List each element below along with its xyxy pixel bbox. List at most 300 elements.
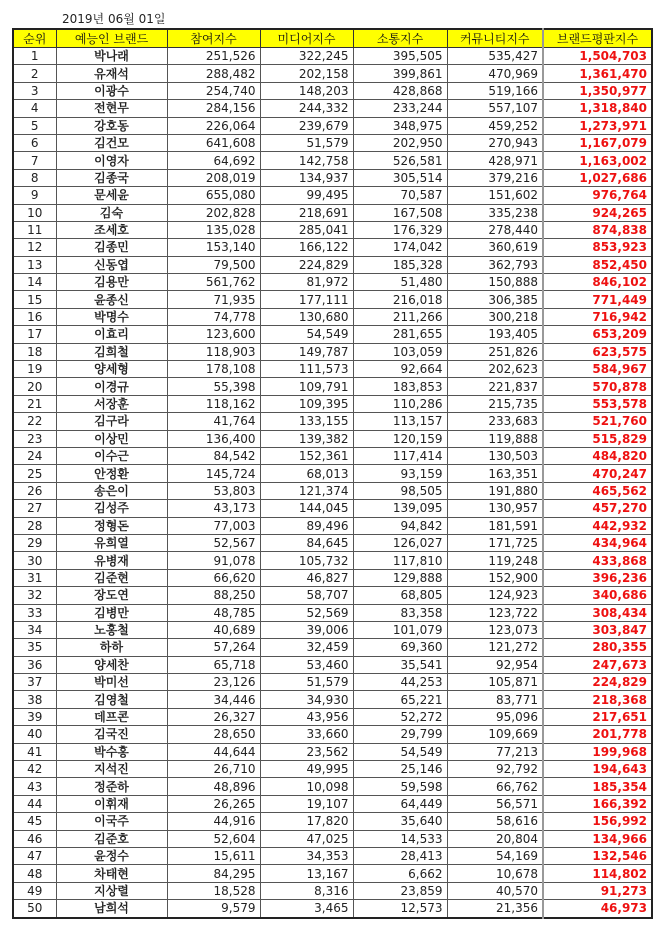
participation-cell: 641,608: [167, 134, 260, 151]
brand-reputation-cell: 584,967: [543, 361, 652, 378]
rank-cell: 24: [13, 447, 56, 464]
brand-reputation-cell: 716,942: [543, 308, 652, 325]
participation-cell: 251,526: [167, 48, 260, 65]
community-cell: 519,166: [447, 82, 543, 99]
community-cell: 77,213: [447, 743, 543, 760]
communication-cell: 176,329: [353, 221, 447, 238]
communication-cell: 526,581: [353, 152, 447, 169]
table-row: [13, 465, 652, 482]
table-row: [13, 604, 652, 621]
table-row: [13, 708, 652, 725]
table-row: [13, 656, 652, 673]
rank-cell: 9: [13, 187, 56, 204]
table-row: [13, 552, 652, 569]
brand-reputation-cell: 46,973: [543, 900, 652, 918]
communication-cell: 185,328: [353, 256, 447, 273]
media-cell: 202,158: [260, 65, 353, 82]
table-row: [13, 413, 652, 430]
media-cell: 52,569: [260, 604, 353, 621]
brand-reputation-cell: 623,575: [543, 343, 652, 360]
communication-cell: 54,549: [353, 743, 447, 760]
brand-reputation-cell: 247,673: [543, 656, 652, 673]
brand-reputation-cell: 396,236: [543, 569, 652, 586]
rank-cell: 35: [13, 639, 56, 656]
media-cell: 10,098: [260, 778, 353, 795]
media-cell: 218,691: [260, 204, 353, 221]
brand-reputation-cell: 470,247: [543, 465, 652, 482]
brand-reputation-cell: 442,932: [543, 517, 652, 534]
participation-cell: 77,003: [167, 517, 260, 534]
table-row: [13, 813, 652, 830]
media-cell: 68,013: [260, 465, 353, 482]
media-cell: 43,956: [260, 708, 353, 725]
table-row: [13, 674, 652, 691]
media-cell: 32,459: [260, 639, 353, 656]
media-cell: 46,827: [260, 569, 353, 586]
table-row: [13, 430, 652, 447]
community-cell: 221,837: [447, 378, 543, 395]
brand-name-cell: 노홍철: [56, 621, 167, 638]
community-cell: 92,954: [447, 656, 543, 673]
rank-cell: 6: [13, 134, 56, 151]
media-cell: 109,395: [260, 395, 353, 412]
rank-cell: 8: [13, 169, 56, 186]
community-cell: 306,385: [447, 291, 543, 308]
media-cell: 51,579: [260, 134, 353, 151]
participation-cell: 44,916: [167, 813, 260, 830]
community-cell: 335,238: [447, 204, 543, 221]
media-cell: 17,820: [260, 813, 353, 830]
brand-name-cell: 김건모: [56, 134, 167, 151]
community-cell: 535,427: [447, 48, 543, 65]
brand-name-cell: 김용만: [56, 274, 167, 291]
participation-cell: 135,028: [167, 221, 260, 238]
brand-name-cell: 안정환: [56, 465, 167, 482]
media-cell: 148,203: [260, 82, 353, 99]
media-cell: 109,791: [260, 378, 353, 395]
communication-cell: 174,042: [353, 239, 447, 256]
rank-cell: 27: [13, 500, 56, 517]
table-row: [13, 204, 652, 221]
header-media: 미디어지수: [260, 29, 353, 48]
brand-name-cell: 강호동: [56, 117, 167, 134]
community-cell: 470,969: [447, 65, 543, 82]
participation-cell: 65,718: [167, 656, 260, 673]
table-row: [13, 900, 652, 918]
header-row: [13, 29, 652, 48]
media-cell: 49,995: [260, 761, 353, 778]
brand-name-cell: 신동엽: [56, 256, 167, 273]
brand-name-cell: 남희석: [56, 900, 167, 918]
media-cell: 130,680: [260, 308, 353, 325]
participation-cell: 84,542: [167, 447, 260, 464]
community-cell: 151,602: [447, 187, 543, 204]
participation-cell: 44,644: [167, 743, 260, 760]
participation-cell: 288,482: [167, 65, 260, 82]
brand-name-cell: 지석진: [56, 761, 167, 778]
participation-cell: 52,567: [167, 534, 260, 551]
participation-cell: 91,078: [167, 552, 260, 569]
participation-cell: 284,156: [167, 100, 260, 117]
rank-cell: 34: [13, 621, 56, 638]
brand-reputation-cell: 433,868: [543, 552, 652, 569]
brand-name-cell: 김구라: [56, 413, 167, 430]
media-cell: 53,460: [260, 656, 353, 673]
participation-cell: 53,803: [167, 482, 260, 499]
brand-name-cell: 송은이: [56, 482, 167, 499]
brand-reputation-cell: 199,968: [543, 743, 652, 760]
brand-name-cell: 박명수: [56, 308, 167, 325]
brand-name-cell: 장도연: [56, 587, 167, 604]
communication-cell: 129,888: [353, 569, 447, 586]
brand-reputation-cell: 217,651: [543, 708, 652, 725]
communication-cell: 167,508: [353, 204, 447, 221]
communication-cell: 399,861: [353, 65, 447, 82]
table-row: [13, 534, 652, 551]
rank-cell: 19: [13, 361, 56, 378]
communication-cell: 211,266: [353, 308, 447, 325]
table-row: [13, 778, 652, 795]
communication-cell: 113,157: [353, 413, 447, 430]
participation-cell: 79,500: [167, 256, 260, 273]
table-row: [13, 308, 652, 325]
brand-reputation-cell: 1,163,002: [543, 152, 652, 169]
brand-reputation-cell: 457,270: [543, 500, 652, 517]
participation-cell: 9,579: [167, 900, 260, 918]
table-row: [13, 882, 652, 899]
brand-reputation-cell: 218,368: [543, 691, 652, 708]
brand-name-cell: 윤정수: [56, 847, 167, 864]
participation-cell: 202,828: [167, 204, 260, 221]
communication-cell: 202,950: [353, 134, 447, 151]
community-cell: 193,405: [447, 326, 543, 343]
table-row: [13, 743, 652, 760]
media-cell: 144,045: [260, 500, 353, 517]
community-cell: 130,957: [447, 500, 543, 517]
community-cell: 152,900: [447, 569, 543, 586]
participation-cell: 208,019: [167, 169, 260, 186]
communication-cell: 94,842: [353, 517, 447, 534]
media-cell: 177,111: [260, 291, 353, 308]
participation-cell: 26,327: [167, 708, 260, 725]
table-row: [13, 291, 652, 308]
header-brand: 예능인 브랜드: [56, 29, 167, 48]
media-cell: 89,496: [260, 517, 353, 534]
rank-cell: 16: [13, 308, 56, 325]
rank-cell: 20: [13, 378, 56, 395]
brand-name-cell: 문세윤: [56, 187, 167, 204]
rank-cell: 32: [13, 587, 56, 604]
communication-cell: 6,662: [353, 865, 447, 882]
rank-cell: 40: [13, 726, 56, 743]
community-cell: 124,923: [447, 587, 543, 604]
community-cell: 181,591: [447, 517, 543, 534]
brand-name-cell: 김종민: [56, 239, 167, 256]
media-cell: 54,549: [260, 326, 353, 343]
media-cell: 8,316: [260, 882, 353, 899]
participation-cell: 34,446: [167, 691, 260, 708]
brand-name-cell: 양세형: [56, 361, 167, 378]
rank-cell: 5: [13, 117, 56, 134]
media-cell: 239,679: [260, 117, 353, 134]
community-cell: 379,216: [447, 169, 543, 186]
communication-cell: 83,358: [353, 604, 447, 621]
brand-reputation-cell: 1,361,470: [543, 65, 652, 82]
table-row: [13, 761, 652, 778]
brand-name-cell: 이효리: [56, 326, 167, 343]
participation-cell: 153,140: [167, 239, 260, 256]
community-cell: 233,683: [447, 413, 543, 430]
communication-cell: 51,480: [353, 274, 447, 291]
brand-name-cell: 이경규: [56, 378, 167, 395]
communication-cell: 233,244: [353, 100, 447, 117]
participation-cell: 57,264: [167, 639, 260, 656]
brand-name-cell: 이수근: [56, 447, 167, 464]
table-row: [13, 639, 652, 656]
table-body: [13, 48, 652, 918]
brand-name-cell: 유병재: [56, 552, 167, 569]
communication-cell: 117,810: [353, 552, 447, 569]
media-cell: 84,645: [260, 534, 353, 551]
media-cell: 51,579: [260, 674, 353, 691]
table-row: [13, 326, 652, 343]
communication-cell: 93,159: [353, 465, 447, 482]
participation-cell: 118,162: [167, 395, 260, 412]
brand-reputation-cell: 771,449: [543, 291, 652, 308]
media-cell: 139,382: [260, 430, 353, 447]
brand-name-cell: 지상렬: [56, 882, 167, 899]
communication-cell: 59,598: [353, 778, 447, 795]
communication-cell: 103,059: [353, 343, 447, 360]
brand-reputation-cell: 91,273: [543, 882, 652, 899]
brand-reputation-cell: 303,847: [543, 621, 652, 638]
communication-cell: 44,253: [353, 674, 447, 691]
media-cell: 149,787: [260, 343, 353, 360]
table-row: [13, 691, 652, 708]
rank-cell: 49: [13, 882, 56, 899]
participation-cell: 561,762: [167, 274, 260, 291]
community-cell: 20,804: [447, 830, 543, 847]
brand-reputation-cell: 653,209: [543, 326, 652, 343]
communication-cell: 29,799: [353, 726, 447, 743]
media-cell: 152,361: [260, 447, 353, 464]
rank-cell: 42: [13, 761, 56, 778]
rank-cell: 11: [13, 221, 56, 238]
brand-reputation-cell: 308,434: [543, 604, 652, 621]
brand-reputation-cell: 924,265: [543, 204, 652, 221]
table-row: [13, 169, 652, 186]
community-cell: 215,735: [447, 395, 543, 412]
rank-cell: 36: [13, 656, 56, 673]
table-row: [13, 65, 652, 82]
participation-cell: 23,126: [167, 674, 260, 691]
brand-name-cell: 박수홍: [56, 743, 167, 760]
media-cell: 34,930: [260, 691, 353, 708]
media-cell: 23,562: [260, 743, 353, 760]
table-row: [13, 134, 652, 151]
brand-reputation-cell: 134,966: [543, 830, 652, 847]
brand-name-cell: 김희철: [56, 343, 167, 360]
brand-reputation-cell: 846,102: [543, 274, 652, 291]
rank-cell: 21: [13, 395, 56, 412]
media-cell: 13,167: [260, 865, 353, 882]
community-cell: 83,771: [447, 691, 543, 708]
participation-cell: 71,935: [167, 291, 260, 308]
brand-name-cell: 정형돈: [56, 517, 167, 534]
media-cell: 58,707: [260, 587, 353, 604]
brand-name-cell: 김영철: [56, 691, 167, 708]
community-cell: 171,725: [447, 534, 543, 551]
rank-cell: 17: [13, 326, 56, 343]
brand-reputation-cell: 1,273,971: [543, 117, 652, 134]
community-cell: 58,616: [447, 813, 543, 830]
participation-cell: 26,710: [167, 761, 260, 778]
brand-reputation-cell: 521,760: [543, 413, 652, 430]
brand-name-cell: 유희열: [56, 534, 167, 551]
brand-name-cell: 김종국: [56, 169, 167, 186]
participation-cell: 74,778: [167, 308, 260, 325]
brand-reputation-cell: 570,878: [543, 378, 652, 395]
rank-cell: 33: [13, 604, 56, 621]
table-row: [13, 830, 652, 847]
participation-cell: 226,064: [167, 117, 260, 134]
participation-cell: 41,764: [167, 413, 260, 430]
table-row: [13, 117, 652, 134]
participation-cell: 88,250: [167, 587, 260, 604]
community-cell: 56,571: [447, 795, 543, 812]
brand-reputation-cell: 852,450: [543, 256, 652, 273]
brand-reputation-cell: 874,838: [543, 221, 652, 238]
communication-cell: 428,868: [353, 82, 447, 99]
participation-cell: 178,108: [167, 361, 260, 378]
community-cell: 150,888: [447, 274, 543, 291]
media-cell: 142,758: [260, 152, 353, 169]
communication-cell: 23,859: [353, 882, 447, 899]
brand-reputation-cell: 201,778: [543, 726, 652, 743]
brand-reputation-cell: 1,504,703: [543, 48, 652, 65]
participation-cell: 254,740: [167, 82, 260, 99]
table-row: [13, 152, 652, 169]
community-cell: 191,880: [447, 482, 543, 499]
community-cell: 270,943: [447, 134, 543, 151]
brand-name-cell: 데프콘: [56, 708, 167, 725]
communication-cell: 98,505: [353, 482, 447, 499]
community-cell: 66,762: [447, 778, 543, 795]
community-cell: 557,107: [447, 100, 543, 117]
participation-cell: 48,896: [167, 778, 260, 795]
brand-reputation-cell: 280,355: [543, 639, 652, 656]
brand-reputation-cell: 515,829: [543, 430, 652, 447]
brand-reputation-cell: 484,820: [543, 447, 652, 464]
table-row: [13, 239, 652, 256]
media-cell: 81,972: [260, 274, 353, 291]
table-row: [13, 82, 652, 99]
community-cell: 300,218: [447, 308, 543, 325]
table-row: [13, 795, 652, 812]
communication-cell: 14,533: [353, 830, 447, 847]
brand-reputation-cell: 156,992: [543, 813, 652, 830]
media-cell: 99,495: [260, 187, 353, 204]
table-row: [13, 569, 652, 586]
communication-cell: 395,505: [353, 48, 447, 65]
rank-cell: 47: [13, 847, 56, 864]
table-row: [13, 621, 652, 638]
brand-reputation-cell: 185,354: [543, 778, 652, 795]
community-cell: 123,073: [447, 621, 543, 638]
communication-cell: 68,805: [353, 587, 447, 604]
communication-cell: 52,272: [353, 708, 447, 725]
brand-reputation-cell: 1,350,977: [543, 82, 652, 99]
media-cell: 19,107: [260, 795, 353, 812]
rank-cell: 23: [13, 430, 56, 447]
header-communication: 소통지수: [353, 29, 447, 48]
media-cell: 111,573: [260, 361, 353, 378]
participation-cell: 136,400: [167, 430, 260, 447]
media-cell: 105,732: [260, 552, 353, 569]
brand-reputation-cell: 853,923: [543, 239, 652, 256]
communication-cell: 216,018: [353, 291, 447, 308]
brand-name-cell: 양세찬: [56, 656, 167, 673]
participation-cell: 123,600: [167, 326, 260, 343]
media-cell: 285,041: [260, 221, 353, 238]
rank-cell: 4: [13, 100, 56, 117]
communication-cell: 70,587: [353, 187, 447, 204]
community-cell: 21,356: [447, 900, 543, 918]
communication-cell: 35,640: [353, 813, 447, 830]
report-date: 2019년 06월 01일: [62, 12, 166, 26]
community-cell: 119,888: [447, 430, 543, 447]
rank-cell: 18: [13, 343, 56, 360]
participation-cell: 43,173: [167, 500, 260, 517]
rank-cell: 38: [13, 691, 56, 708]
communication-cell: 28,413: [353, 847, 447, 864]
participation-cell: 52,604: [167, 830, 260, 847]
table-row: [13, 847, 652, 864]
community-cell: 95,096: [447, 708, 543, 725]
brand-reputation-cell: 465,562: [543, 482, 652, 499]
rank-cell: 43: [13, 778, 56, 795]
rank-cell: 25: [13, 465, 56, 482]
brand-reputation-cell: 194,643: [543, 761, 652, 778]
communication-cell: 126,027: [353, 534, 447, 551]
rank-cell: 15: [13, 291, 56, 308]
rank-cell: 14: [13, 274, 56, 291]
participation-cell: 40,689: [167, 621, 260, 638]
communication-cell: 35,541: [353, 656, 447, 673]
brand-name-cell: 김성주: [56, 500, 167, 517]
communication-cell: 65,221: [353, 691, 447, 708]
community-cell: 428,971: [447, 152, 543, 169]
community-cell: 202,623: [447, 361, 543, 378]
brand-reputation-cell: 114,802: [543, 865, 652, 882]
community-cell: 362,793: [447, 256, 543, 273]
rank-cell: 7: [13, 152, 56, 169]
brand-name-cell: 김준현: [56, 569, 167, 586]
table-row: [13, 500, 652, 517]
rank-cell: 2: [13, 65, 56, 82]
community-cell: 10,678: [447, 865, 543, 882]
table-row: [13, 343, 652, 360]
media-cell: 133,155: [260, 413, 353, 430]
media-cell: 134,937: [260, 169, 353, 186]
table-row: [13, 517, 652, 534]
brand-reputation-cell: 553,578: [543, 395, 652, 412]
community-cell: 163,351: [447, 465, 543, 482]
community-cell: 40,570: [447, 882, 543, 899]
brand-name-cell: 박나래: [56, 48, 167, 65]
rank-cell: 45: [13, 813, 56, 830]
community-cell: 130,503: [447, 447, 543, 464]
